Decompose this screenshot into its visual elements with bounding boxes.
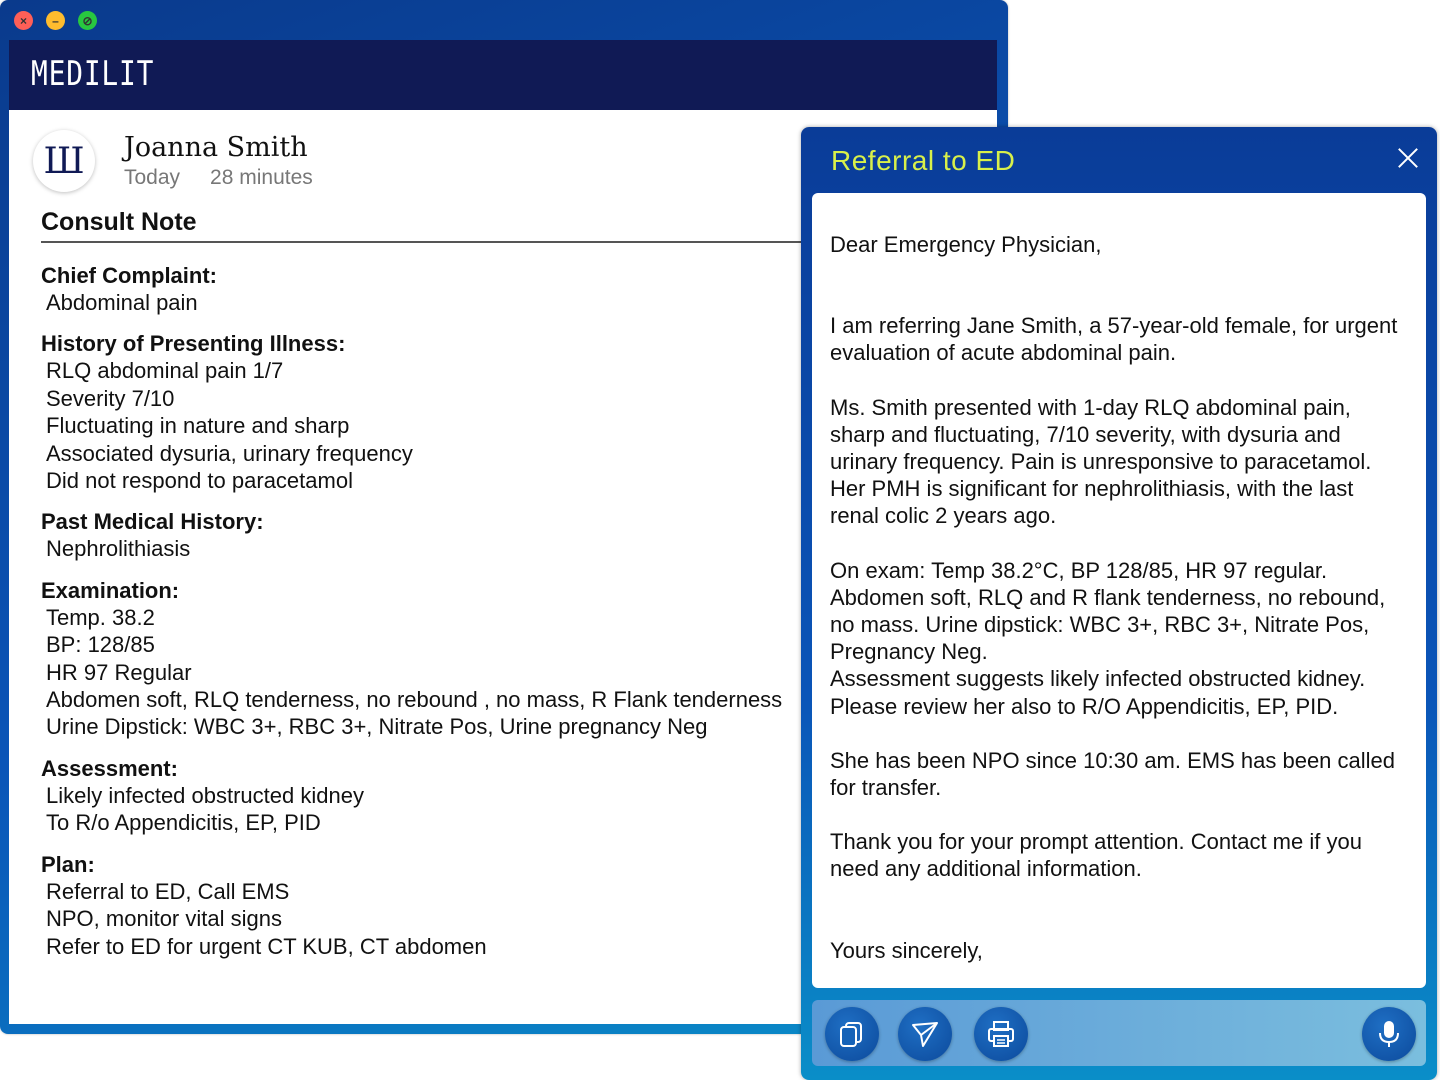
note-line: RLQ abdominal pain 1/7 <box>46 358 284 384</box>
section-past-medical-history <box>41 508 831 562</box>
app-logo: MEDILIT <box>31 54 155 94</box>
note-line: Temp. 38.2 <box>46 604 155 630</box>
note-line: Abdominal pain <box>46 290 198 315</box>
dialog-title: Referral to ED <box>831 145 1016 176</box>
section-plan <box>41 851 831 960</box>
copy-button[interactable] <box>825 1007 879 1061</box>
note-line: Severity 7/10 <box>46 385 175 411</box>
section-heading: Examination: <box>41 577 180 603</box>
note-line: Likely infected obstructed kidney <box>46 782 364 808</box>
note-meta <box>124 166 313 190</box>
section-heading: Past Medical History: <box>41 509 264 535</box>
letter-closing: Yours sincerely, <box>830 937 983 963</box>
note-duration: 28 minutes <box>210 166 313 189</box>
note-line: HR 97 Regular <box>46 659 192 685</box>
letter-paragraph: Ms. Smith presented with 1-day RLQ abdominal pain, sharp and fluctuating, 7/10 severity, with dysuria and urinary frequency. Pain is unresponsive to paracetamol. Her PMH is significant for nephrolithiasis, with the last renal colic 2 years ago. <box>830 394 1372 529</box>
letter-paragraph: She has been NPO since 10:30 am. EMS has been called for transfer. <box>830 747 1396 801</box>
note-line: Urine Dipstick: WBC 3+, RBC 3+, Nitrate Pos, Urine pregnancy Neg <box>46 714 708 740</box>
note-line: Refer to ED for urgent CT KUB, CT abdomen <box>46 933 487 959</box>
note-line: BP: 128/85 <box>46 632 155 658</box>
note-date: Today <box>124 166 181 189</box>
zoom-window-button[interactable]: ⊘ <box>78 11 97 30</box>
letter-paragraph: Assessment suggests likely infected obstructed kidney. Please review her also to R/O Appendicitis, EP, PID. <box>830 666 1366 719</box>
print-button[interactable] <box>974 1007 1028 1061</box>
close-icon[interactable] <box>1397 147 1419 169</box>
window-controls <box>14 11 97 30</box>
letter-toolbar <box>812 1000 1426 1066</box>
referral-letter[interactable] <box>812 193 1426 988</box>
note-line: Did not respond to paracetamol <box>46 468 353 494</box>
print-icon <box>984 1017 1018 1051</box>
note-line: Abdomen soft, RLQ tenderness, no rebound , no mass, R Flank tenderness <box>46 687 783 713</box>
section-history <box>41 330 831 494</box>
copy-icon <box>835 1017 869 1051</box>
avatar: Ш <box>33 130 95 192</box>
note-line: Referral to ED, Call EMS <box>46 878 290 904</box>
section-heading: Chief Complaint: <box>41 263 217 288</box>
dictate-button[interactable] <box>1362 1007 1416 1061</box>
note-line: Associated dysuria, urinary frequency <box>46 440 413 466</box>
note-line: NPO, monitor vital signs <box>46 906 282 932</box>
section-heading: History of Presenting Illness: <box>41 331 346 357</box>
letter-greeting: Dear Emergency Physician, <box>830 232 1102 257</box>
referral-dialog <box>801 127 1437 1080</box>
divider <box>41 241 821 243</box>
letter-paragraph: I am referring Jane Smith, a 57-year-old female, for urgent evaluation of acute abdominal pain. <box>830 313 1398 366</box>
section-chief-complaint <box>41 262 831 316</box>
letter-paragraph: On exam: Temp 38.2°C, BP 128/85, HR 97 regular. Abdomen soft, RLQ and R flank tenderness, no rebound, no mass. Urine dipstick: WBC 3+, RBC 3+, Nitrate Pos, Pregnancy Neg. <box>830 557 1386 665</box>
section-examination <box>41 577 831 741</box>
letter-paragraph: Thank you for your prompt attention. Contact me if you need any additional information. <box>830 829 1362 882</box>
note-title: Consult Note <box>41 208 197 236</box>
section-assessment <box>41 755 831 837</box>
microphone-icon <box>1372 1017 1406 1051</box>
app-header <box>9 40 997 110</box>
section-heading: Plan: <box>41 851 95 877</box>
patient-name: Joanna Smith <box>124 132 308 163</box>
close-window-button[interactable]: × <box>14 11 33 30</box>
send-button[interactable] <box>898 1007 952 1061</box>
send-icon <box>908 1017 942 1051</box>
note-sections[interactable] <box>41 262 831 974</box>
note-line: Fluctuating in nature and sharp <box>46 413 350 439</box>
minimize-window-button[interactable]: – <box>46 11 65 30</box>
note-line: Nephrolithiasis <box>46 536 191 562</box>
note-line: To R/o Appendicitis, EP, PID <box>46 810 321 836</box>
section-heading: Assessment: <box>41 755 178 781</box>
